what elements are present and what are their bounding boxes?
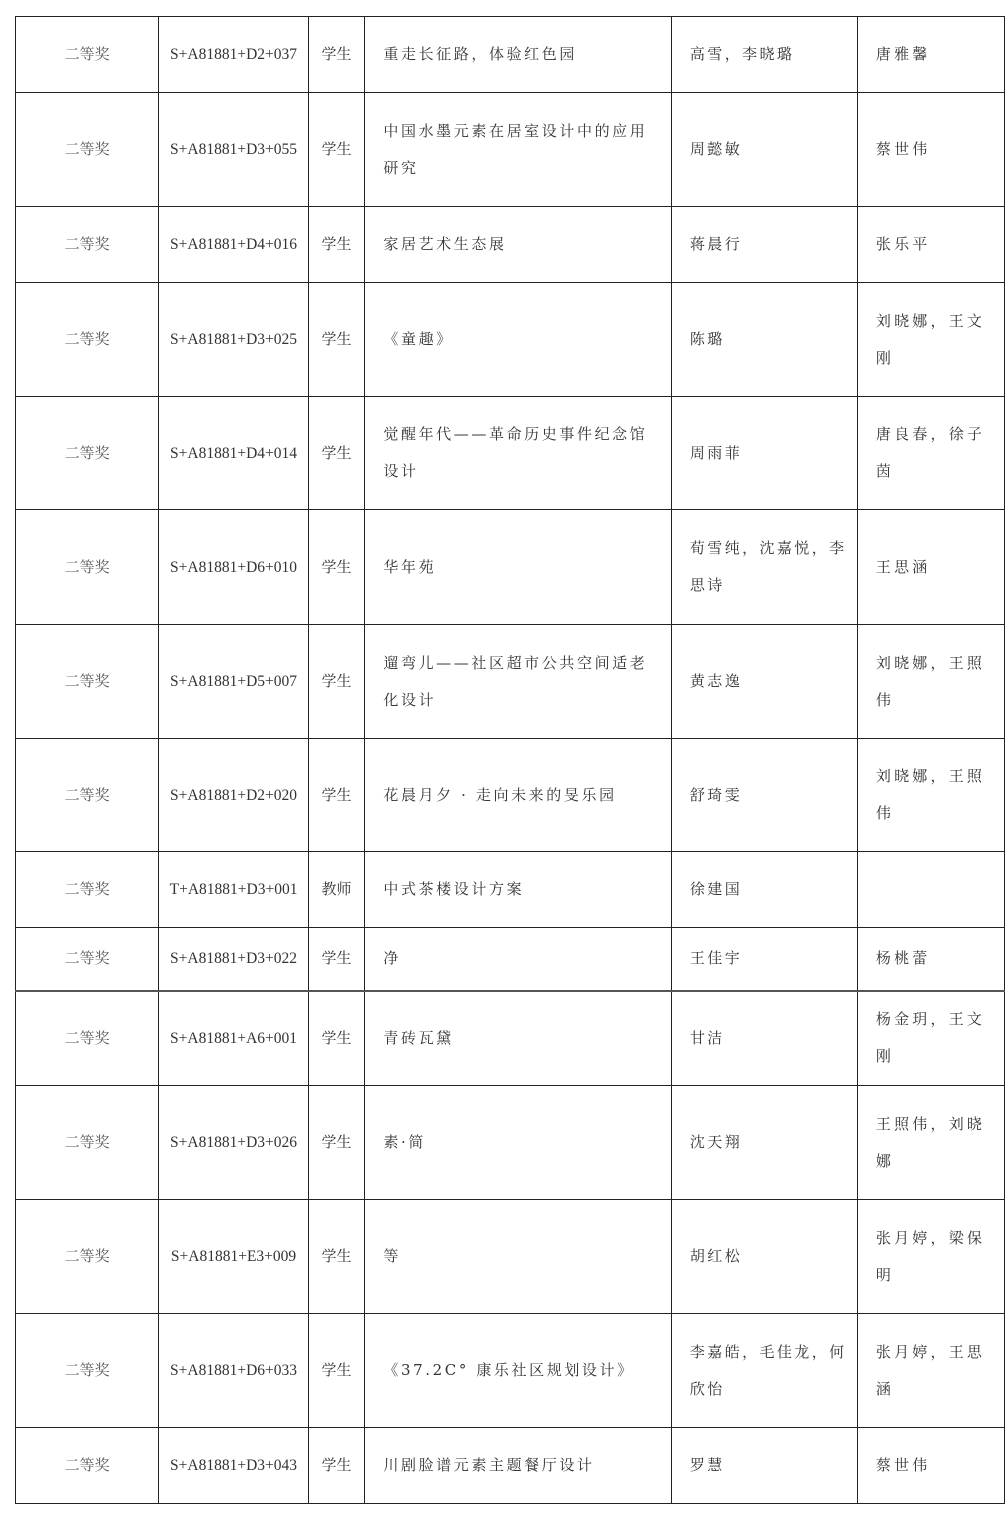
table-row (16, 625, 1005, 739)
authors-cell: 胡红松 (671, 1200, 857, 1314)
advisor-cell: 杨桃蕾 (857, 928, 1004, 991)
role-cell: 学生 (308, 1200, 365, 1314)
award-cell: 二等奖 (16, 739, 159, 852)
advisor-cell: 张月婷，梁保明 (857, 1200, 1004, 1314)
authors-cell: 李嘉皓，毛佳龙，何欣怡 (671, 1314, 857, 1428)
advisor-cell: 张月婷，王思涵 (857, 1314, 1004, 1428)
title-cell: 净 (365, 928, 672, 991)
title-cell: 遛弯儿——社区超市公共空间适老化设计 (365, 625, 672, 739)
title-cell: 《童趣》 (365, 283, 672, 397)
role-cell: 学生 (308, 283, 365, 397)
authors-cell: 周雨菲 (671, 397, 857, 510)
award-cell: 二等奖 (16, 397, 159, 510)
title-cell: 中式茶楼设计方案 (365, 852, 672, 928)
award-cell: 二等奖 (16, 1428, 159, 1504)
table-row (16, 739, 1005, 852)
advisor-cell: 王照伟，刘晓娜 (857, 1086, 1004, 1200)
award-cell: 二等奖 (16, 1314, 159, 1428)
table-row (16, 1314, 1005, 1428)
advisor-cell: 唐雅馨 (857, 17, 1004, 93)
code-cell: S+A81881+D6+010 (159, 510, 308, 625)
title-cell: 《37.2C° 康乐社区规划设计》 (365, 1314, 672, 1428)
advisor-cell: 张乐平 (857, 207, 1004, 283)
award-cell: 二等奖 (16, 207, 159, 283)
authors-cell: 高雪，李晓璐 (671, 17, 857, 93)
table-row (16, 510, 1005, 625)
table-row (16, 93, 1005, 207)
table-row (16, 17, 1005, 93)
code-cell: S+A81881+D3+022 (159, 928, 308, 991)
authors-cell: 蒋晨行 (671, 207, 857, 283)
title-cell: 重走长征路，体验红色园 (365, 17, 672, 93)
code-cell: T+A81881+D3+001 (159, 852, 308, 928)
authors-cell: 罗慧 (671, 1428, 857, 1504)
code-cell: S+A81881+D2+020 (159, 739, 308, 852)
code-cell: S+A81881+A6+001 (159, 991, 308, 1086)
award-cell: 二等奖 (16, 93, 159, 207)
role-cell: 学生 (308, 625, 365, 739)
advisor-cell: 王思涵 (857, 510, 1004, 625)
title-cell: 等 (365, 1200, 672, 1314)
role-cell: 学生 (308, 1086, 365, 1200)
advisor-cell: 杨金玥，王文刚 (857, 991, 1004, 1086)
authors-cell: 陈璐 (671, 283, 857, 397)
authors-cell: 周懿敏 (671, 93, 857, 207)
role-cell: 学生 (308, 739, 365, 852)
title-cell: 花晨月夕 · 走向未来的旻乐园 (365, 739, 672, 852)
code-cell: S+A81881+D3+043 (159, 1428, 308, 1504)
awards-table (15, 16, 1005, 1504)
title-cell: 中国水墨元素在居室设计中的应用研究 (365, 93, 672, 207)
advisor-cell: 蔡世伟 (857, 93, 1004, 207)
authors-cell: 徐建国 (671, 852, 857, 928)
authors-cell: 黄志逸 (671, 625, 857, 739)
code-cell: S+A81881+E3+009 (159, 1200, 308, 1314)
table-row (16, 1086, 1005, 1200)
table-row (16, 1428, 1005, 1504)
title-cell: 川剧脸谱元素主题餐厅设计 (365, 1428, 672, 1504)
award-cell: 二等奖 (16, 1086, 159, 1200)
authors-cell: 舒琦雯 (671, 739, 857, 852)
advisor-cell: 刘晓娜，王照伟 (857, 739, 1004, 852)
advisor-cell: 刘晓娜，王照伟 (857, 625, 1004, 739)
role-cell: 学生 (308, 928, 365, 991)
role-cell: 学生 (308, 1314, 365, 1428)
title-cell: 华年苑 (365, 510, 672, 625)
role-cell: 学生 (308, 93, 365, 207)
code-cell: S+A81881+D6+033 (159, 1314, 308, 1428)
code-cell: S+A81881+D4+016 (159, 207, 308, 283)
award-cell: 二等奖 (16, 991, 159, 1086)
advisor-cell (857, 852, 1004, 928)
code-cell: S+A81881+D3+055 (159, 93, 308, 207)
role-cell: 学生 (308, 17, 365, 93)
title-cell: 素·简 (365, 1086, 672, 1200)
role-cell: 学生 (308, 991, 365, 1086)
code-cell: S+A81881+D3+025 (159, 283, 308, 397)
advisor-cell: 唐良春，徐子茵 (857, 397, 1004, 510)
table-row (16, 852, 1005, 928)
advisor-cell: 刘晓娜，王文刚 (857, 283, 1004, 397)
table-row (16, 928, 1005, 991)
award-cell: 二等奖 (16, 928, 159, 991)
code-cell: S+A81881+D4+014 (159, 397, 308, 510)
award-cell: 二等奖 (16, 283, 159, 397)
authors-cell: 王佳宇 (671, 928, 857, 991)
role-cell: 教师 (308, 852, 365, 928)
title-cell: 家居艺术生态展 (365, 207, 672, 283)
table-row (16, 207, 1005, 283)
table-row (16, 1200, 1005, 1314)
table-row (16, 283, 1005, 397)
role-cell: 学生 (308, 1428, 365, 1504)
title-cell: 觉醒年代——革命历史事件纪念馆设计 (365, 397, 672, 510)
award-cell: 二等奖 (16, 852, 159, 928)
code-cell: S+A81881+D3+026 (159, 1086, 308, 1200)
award-cell: 二等奖 (16, 510, 159, 625)
table-row (16, 991, 1005, 1086)
code-cell: S+A81881+D5+007 (159, 625, 308, 739)
role-cell: 学生 (308, 510, 365, 625)
award-cell: 二等奖 (16, 625, 159, 739)
authors-cell: 沈天翔 (671, 1086, 857, 1200)
table-row (16, 397, 1005, 510)
advisor-cell: 蔡世伟 (857, 1428, 1004, 1504)
authors-cell: 甘洁 (671, 991, 857, 1086)
award-cell: 二等奖 (16, 1200, 159, 1314)
title-cell: 青砖瓦黛 (365, 991, 672, 1086)
role-cell: 学生 (308, 207, 365, 283)
authors-cell: 荀雪纯，沈嘉悦，李思诗 (671, 510, 857, 625)
award-cell: 二等奖 (16, 17, 159, 93)
code-cell: S+A81881+D2+037 (159, 17, 308, 93)
role-cell: 学生 (308, 397, 365, 510)
